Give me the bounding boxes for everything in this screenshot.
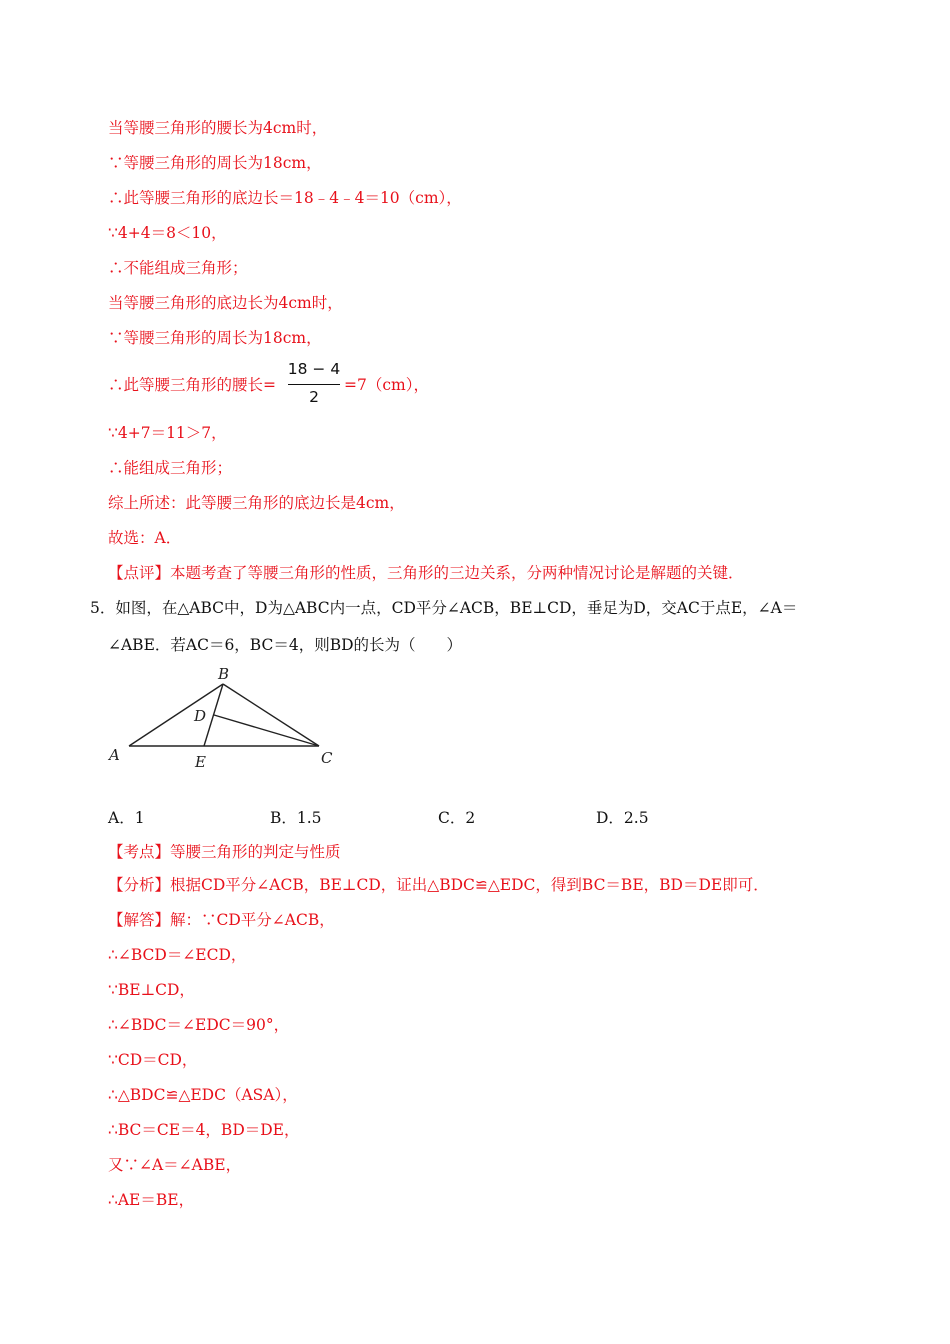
analysis-line: 【分析】根据CD平分∠ACB，BE⊥CD，证出△BDC≌△EDC，得到BC＝BE，BD＝DE即可． <box>108 876 769 894</box>
option-c: C．2 <box>438 809 476 827</box>
answer-step: ∴AE＝BE， <box>108 1191 195 1209</box>
fraction-numerator: 18 − 4 <box>287 360 341 378</box>
triangle-figure <box>100 660 350 775</box>
fraction-bar <box>288 384 340 385</box>
answer-step: 【解答】解：∵CD平分∠ACB， <box>108 911 335 929</box>
fraction-denominator: 2 <box>309 388 319 406</box>
option-a: A．1 <box>108 809 145 827</box>
solution-line: 综上所述：此等腰三角形的底边长是4cm， <box>108 494 405 512</box>
solution-line: 当等腰三角形的腰长为4cm时， <box>108 119 328 137</box>
answer-step: ∵CD＝CD， <box>108 1051 198 1069</box>
answer-step: ∴BC＝CE＝4，BD＝DE， <box>108 1121 300 1139</box>
leg-length-suffix: =7（cm）， <box>344 376 429 394</box>
solution-line: 故选：A． <box>108 529 182 547</box>
leg-length-prefix: ∴此等腰三角形的腰长= <box>108 376 276 394</box>
segment-dc <box>214 715 319 746</box>
answer-step: ∴∠BDC＝∠EDC＝90°， <box>108 1016 290 1034</box>
solution-line: ∴能组成三角形； <box>108 459 233 477</box>
solution-line: 当等腰三角形的底边长为4cm时， <box>108 294 343 312</box>
option-b: B．1.5 <box>270 809 322 827</box>
label-b: B <box>218 665 230 683</box>
answer-step: ∴△BDC≌△EDC（ASA）， <box>108 1086 298 1104</box>
segment-bc <box>223 684 319 746</box>
question-text: ∠ABE．若AC＝6，BC＝4，则BD的长为（ ） <box>108 636 463 654</box>
label-e: E <box>195 753 206 771</box>
label-c: C <box>321 749 333 767</box>
solution-line: ∵4+7＝11＞7， <box>108 424 227 442</box>
answer-step: ∴∠BCD＝∠ECD， <box>108 946 247 964</box>
kaodian-line: 【考点】等腰三角形的判定与性质 <box>108 843 341 861</box>
solution-line: ∵等腰三角形的周长为18cm， <box>108 329 322 347</box>
answer-step: ∵BE⊥CD， <box>108 981 195 999</box>
solution-line: ∴此等腰三角形的底边长＝18﹣4﹣4＝10（cm）， <box>108 189 462 207</box>
solution-line: ∵4+4＝8＜10， <box>108 224 227 242</box>
solution-line: ∵等腰三角形的周长为18cm， <box>108 154 322 172</box>
option-d: D．2.5 <box>596 809 649 827</box>
label-a: A <box>109 746 120 764</box>
question-text: 5．如图，在△ABC中，D为△ABC内一点，CD平分∠ACB，BE⊥CD，垂足为D，交AC于点E，∠A＝ <box>90 599 798 617</box>
answer-step: 又∵∠A＝∠ABE， <box>108 1156 242 1174</box>
segment-ab <box>129 684 223 746</box>
comment-line: 【点评】本题考查了等腰三角形的性质，三角形的三边关系，分两种情况讨论是解题的关键． <box>108 564 744 582</box>
solution-line: ∴不能组成三角形； <box>108 259 248 277</box>
fraction <box>286 360 342 412</box>
label-d: D <box>194 707 207 725</box>
segment-be <box>204 684 223 746</box>
